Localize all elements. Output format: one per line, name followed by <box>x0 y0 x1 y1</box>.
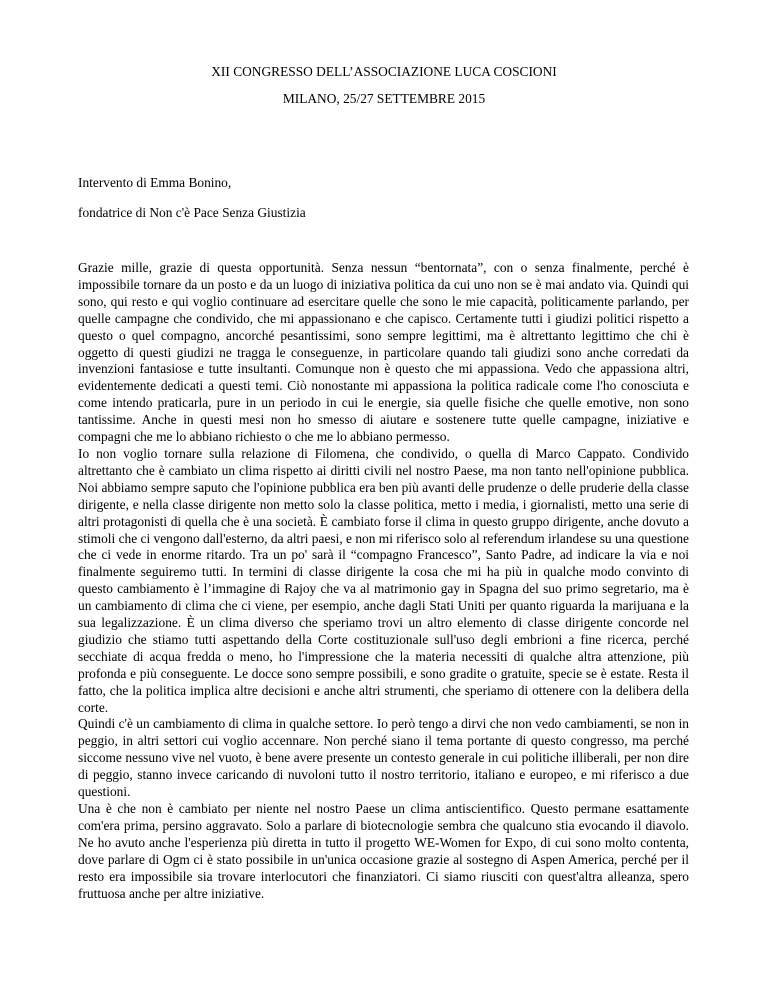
congress-date-location: MILANO, 25/27 SETTEMBRE 2015 <box>282 91 486 106</box>
congress-title: XII CONGRESSO DELL’ASSOCIAZIONE LUCA COSCIONI <box>211 64 557 79</box>
speaker-affiliation: fondatrice di Non c'è Pace Senza Giustizia <box>78 205 306 220</box>
paragraph: Grazie mille, grazie di questa opportunità. Senza nessun “bentornata”, con o senza finalmente, perché è impossibile tornare da un posto e da un luogo di iniziativa politica da cui uno non se è mai andato via. Quindi qui sono, qui resto e qui voglio continuare ad esercitare quelle che sono le mie capacità, politicamente parlando, per quelle campagne che condivido, che mi appassionano e che capisco. Certamente tutti i giudizi politici rispetto a questo o quel compagno, ancorché pesantissimi, sono sempre legittimi, ma è altrettanto legittimo che chi è oggetto di questi giudizi ne tragga le conseguenze, in particolare quando tali giudizi sono anche corredati da invenzioni fantasiose e tutte insultanti. Comunque non è questo che mi appassiona. Vedo che appassiona altri, evidentemente dedicati a questi temi. Ciò nonostante mi appassiona la politica radicale come l'ho conosciuta e come intendo praticarla, pure in un periodo in cui le energie, sia quelle fisiche che quelle emotive, non sono tantissime. Anche in questi mesi non ho smesso di aiutare e sostenere tutte quelle campagne, iniziative e compagni che me lo abbiano richiesto o che me lo abbiano permesso. <box>78 260 689 445</box>
speaker-line: Intervento di Emma Bonino, <box>78 175 232 190</box>
paragraph: Quindi c'è un cambiamento di clima in qualche settore. Io però tengo a dirvi che non vedo cambiamenti, se non in peggio, in altri settori cui voglio accennare. Non perché siano il tema portante di questo congresso, ma perché siccome nessuno vive nel vuoto, è bene avere presente un contesto generale in cui politiche illiberali, per non dire di peggio, stanno invece caricando di nuvoloni tutto il nostro territorio, italiano e europeo, e mi riferisco a due questioni. <box>78 716 689 800</box>
paragraph: Io non voglio tornare sulla relazione di Filomena, che condivido, o quella di Marco Cappato. Condivido altrettanto che è cambiato un clima rispetto ai diritti civili nel nostro Paese, ma non tanto nell'opinione pubblica. Noi abbiamo sempre saputo che l'opinione pubblica era ben più avanti delle prudenze o delle pruderie della classe dirigente, e nella classe dirigente non metto solo la classe politica, metto i media, i giornalisti, metto una serie di altri protagonisti di quella che è una società. È cambiato forse il clima in questo gruppo dirigente, anche dovuto a stimoli che ci vengono dall'esterno, da altri paesi, e non mi riferisco solo al referendum irlandese su una questione che ci vede in enorme ritardo. Tra un po' sarà il “compagno Francesco”, Santo Padre, ad indicare la via e noi finalmente seguiremo tutti. In termini di classe dirigente la cosa che mi ha più in qualche modo convinto di questo cambiamento è l’immagine di Rajoy che va al matrimonio gay in Spagna del suo primo segretario, ma è un cambiamento di clima che ci viene, per esempio, anche dagli Stati Uniti per quanto riguarda la marijuana e la sua legalizzazione. È un clima diverso che speriamo trovi un altro elemento di classe dirigente concorde nel giudizio che stiamo tutti aspettando della Corte costituzionale sull'uso degli embrioni a fine ricerca, perché secchiate di acqua fredda o meno, ho l'impressione che la materia necessiti di qualche altra attenzione, più profonda e più conseguente. Le docce sono sempre possibili, e sono gradite o gratuite, specie se è estate. Resta il fatto, che la politica implica altre decisioni e anche altri strumenti, che speriamo di ottenere con la delibera della corte. <box>78 445 689 715</box>
paragraph: Una è che non è cambiato per niente nel nostro Paese un clima antiscientifico. Questo permane esattamente com'era prima, persino aggravato. Solo a parlare di biotecnologie sembra che qualcuno stia evocando il diavolo. Ne ho avuto anche l'esperienza più diretta in tutto il progetto WE-Women for Expo, di cui sono molto contenta, dove parlare di Ogm ci è stato possibile in un'unica occasione grazie al sostegno di Aspen America, perché per il resto era impossibile sia trovare interlocutori che finanziatori. Ci siamo riusciti con quest'altra alleanza, spero fruttuosa anche per altre iniziative. <box>78 801 689 901</box>
speech-body <box>78 260 689 902</box>
